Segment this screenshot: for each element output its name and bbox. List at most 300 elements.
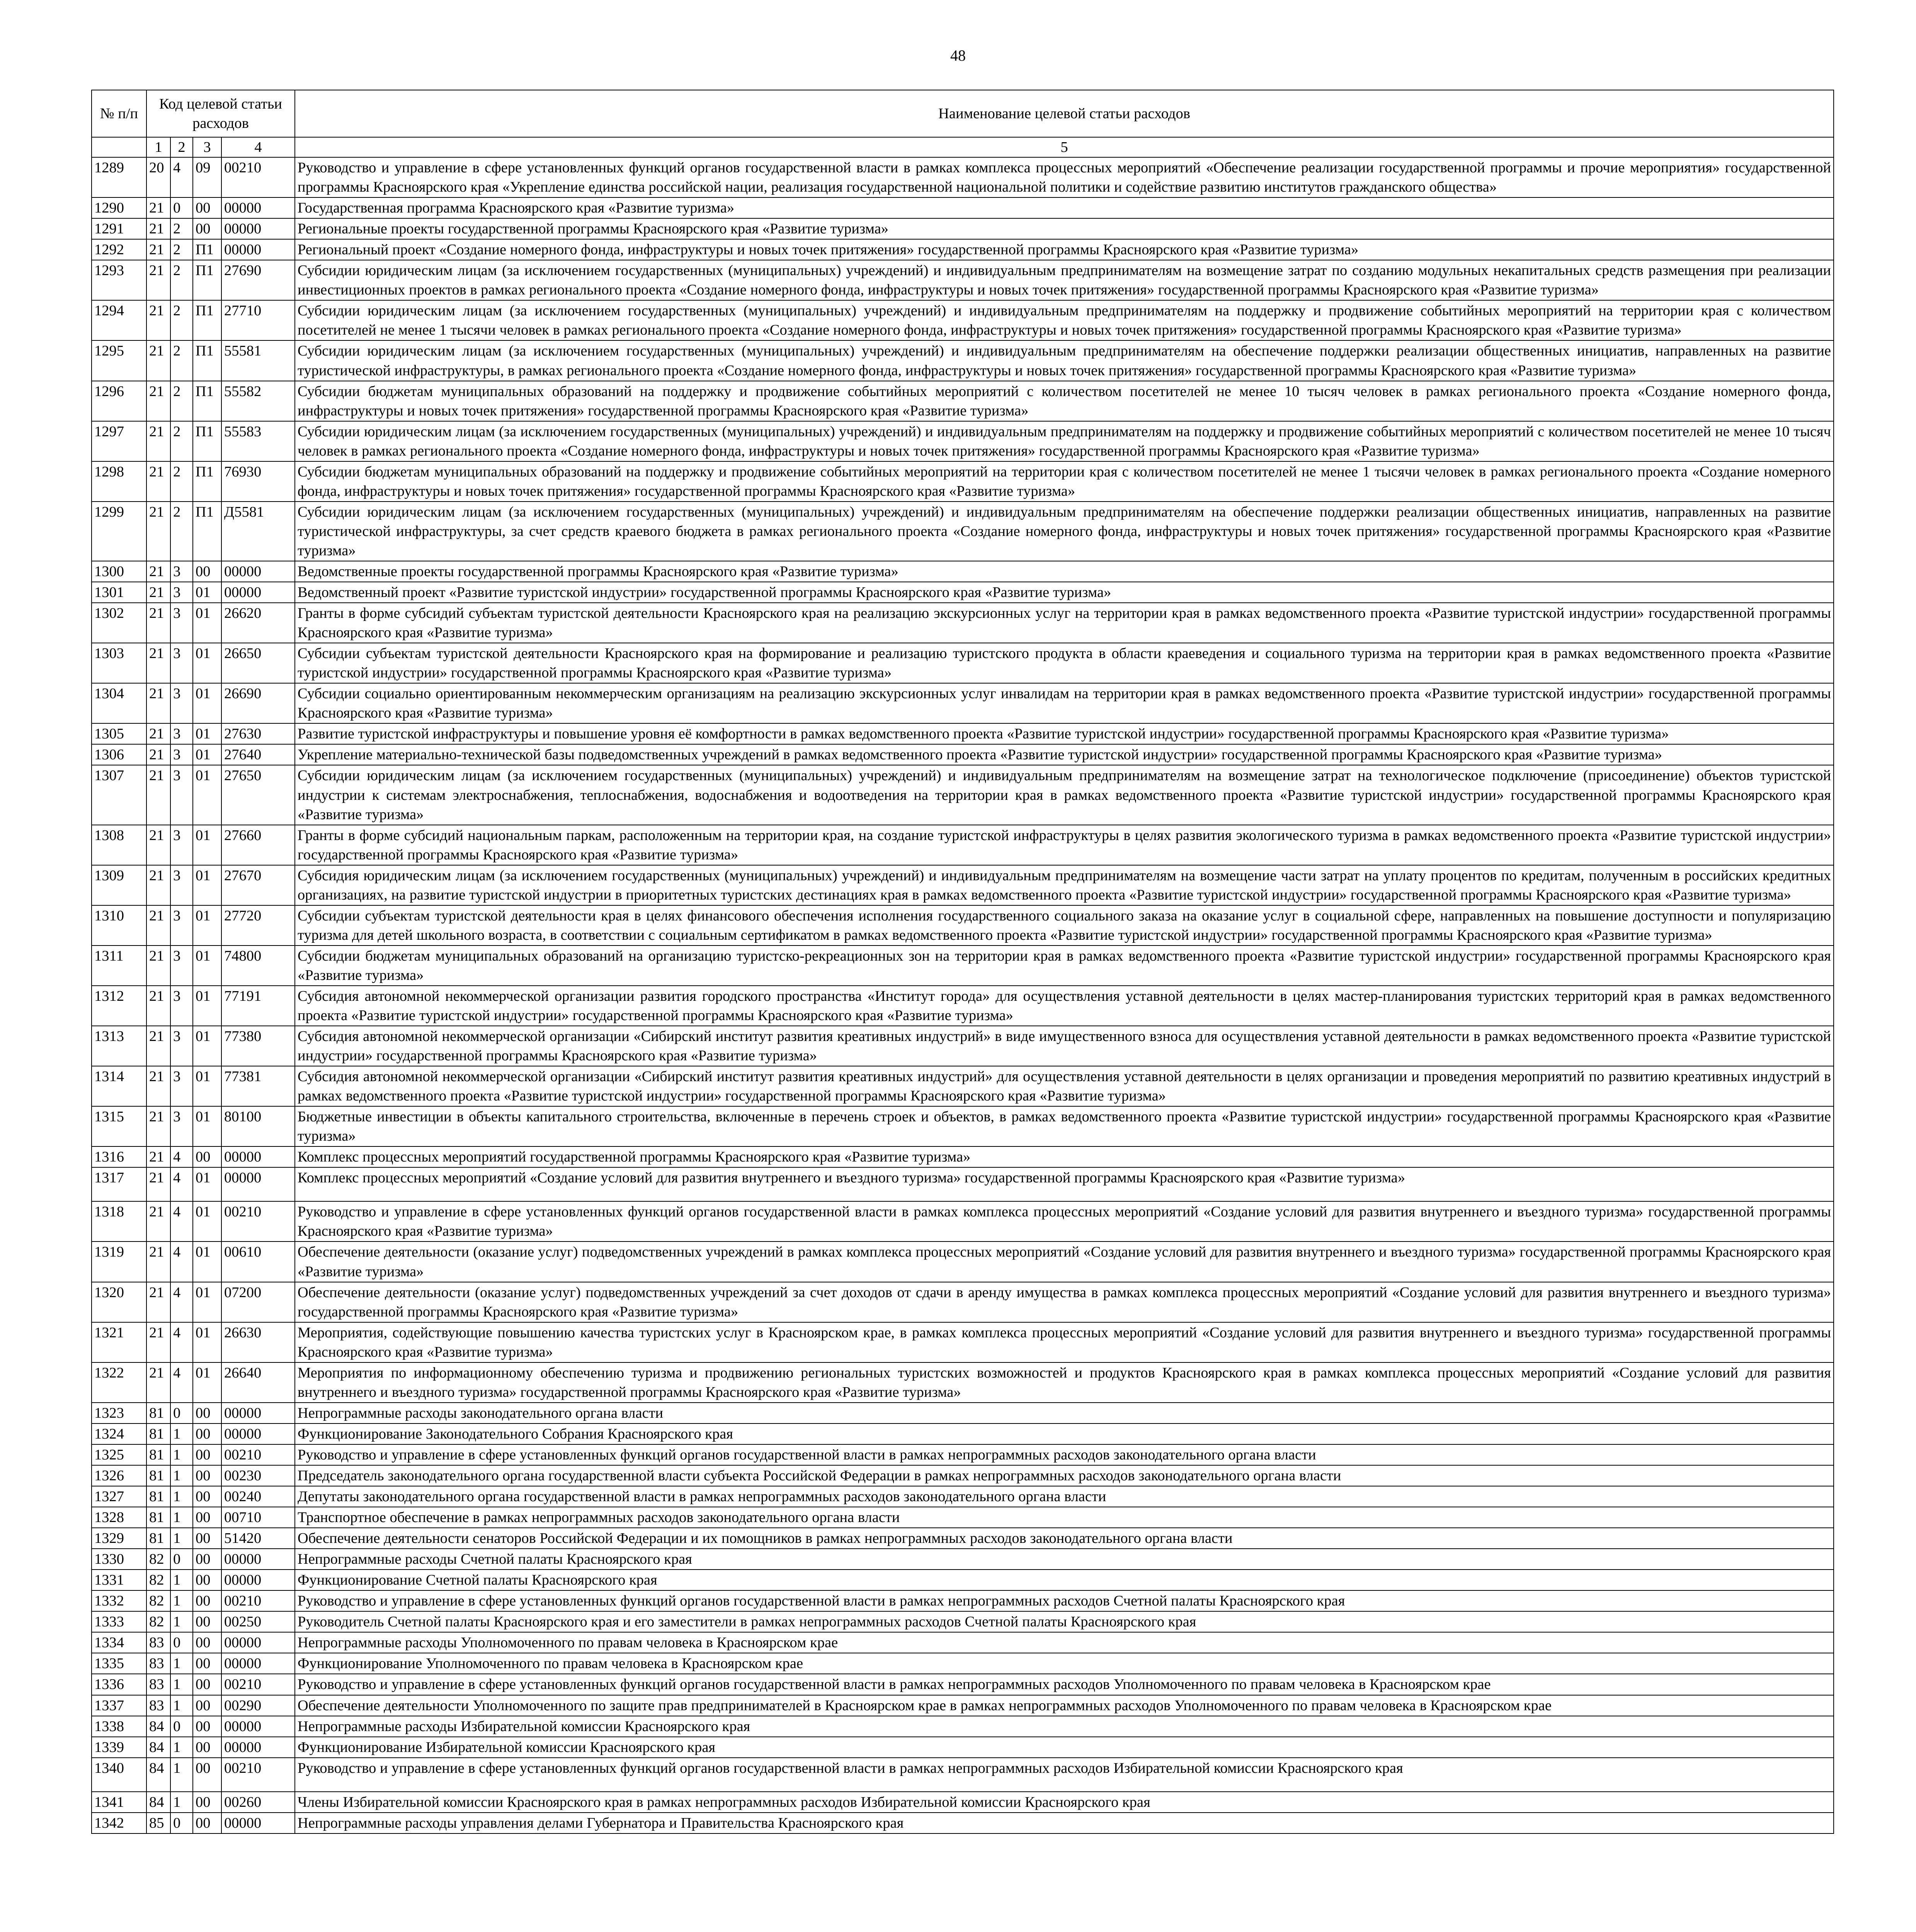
code-part-4-cell: 55581 <box>221 340 295 381</box>
table-row <box>92 1362 1834 1403</box>
code-part-1-cell: 21 <box>146 239 170 260</box>
code-part-1-cell: 21 <box>146 561 170 582</box>
code-part-4-cell: 00710 <box>221 1507 295 1528</box>
code-part-4-cell: 00210 <box>221 157 295 197</box>
code-part-4-cell: 77381 <box>221 1066 295 1106</box>
code-part-1-cell: 21 <box>146 946 170 986</box>
row-number-cell: 1314 <box>92 1066 146 1106</box>
code-part-1-cell: 21 <box>146 381 170 421</box>
row-number-cell: 1325 <box>92 1444 146 1465</box>
table-row <box>92 1167 1834 1201</box>
table-row <box>92 683 1834 723</box>
page-number: 48 <box>950 47 966 64</box>
code-part-2-cell: 1 <box>170 1590 193 1611</box>
table-row <box>92 1486 1834 1507</box>
expense-name-cell: Субсидии бюджетам муниципальных образований на поддержку и продвижение событийных мероприятий с количеством посетителей не менее 10 тысяч человек в рамках регионального проекта «Создание номерного фонда, инфраструктуры и новых точек притяжения» государственной программы Красноярского края «Развитие туризма» <box>295 381 1834 421</box>
code-part-2-cell: 3 <box>170 986 193 1026</box>
code-part-1-cell: 21 <box>146 1026 170 1066</box>
code-part-4-cell: 74800 <box>221 946 295 986</box>
header-row <box>92 90 1834 137</box>
code-part-3-cell: 00 <box>193 1486 221 1507</box>
code-part-1-cell: 84 <box>146 1716 170 1737</box>
table-row <box>92 157 1834 197</box>
expense-name-cell: Руководство и управление в сфере установленных функций органов государственной власти в рамках непрограммных расходов Избирательной комиссии Красноярского края <box>295 1758 1834 1792</box>
code-part-2-cell: 3 <box>170 744 193 765</box>
code-part-4-cell: 26650 <box>221 643 295 683</box>
code-part-4-cell: 26690 <box>221 683 295 723</box>
expense-name-cell: Субсидии субъектам туристской деятельности Красноярского края на формирование и реализацию туристского продукта в области краеведения и социального туризма на территории края в рамках ведомственного проекта «Развитие туристской индустрии» государственной программы Красноярского края «Развитие туризма» <box>295 643 1834 683</box>
code-part-1-cell: 21 <box>146 1201 170 1242</box>
expense-name-cell: Члены Избирательной комиссии Красноярского края в рамках непрограммных расходов Избирательной комиссии Красноярского края <box>295 1792 1834 1813</box>
table-row <box>92 1201 1834 1242</box>
row-number-cell: 1299 <box>92 502 146 561</box>
code-part-1-cell: 81 <box>146 1528 170 1549</box>
row-number-cell: 1317 <box>92 1167 146 1201</box>
code-part-1-cell: 82 <box>146 1549 170 1570</box>
code-part-2-cell: 3 <box>170 603 193 643</box>
row-number-cell: 1338 <box>92 1716 146 1737</box>
table-row <box>92 502 1834 561</box>
code-part-2-cell: 3 <box>170 946 193 986</box>
table-row <box>92 865 1834 905</box>
code-part-3-cell: 00 <box>193 1507 221 1528</box>
row-number-cell: 1290 <box>92 197 146 218</box>
code-part-2-cell: 4 <box>170 1146 193 1167</box>
code-part-3-cell: 01 <box>193 765 221 825</box>
code-part-4-cell: 77191 <box>221 986 295 1026</box>
row-number-cell: 1311 <box>92 946 146 986</box>
code-part-4-cell: 00000 <box>221 1737 295 1758</box>
code-part-2-cell: 2 <box>170 461 193 502</box>
code-part-4-cell: Д5581 <box>221 502 295 561</box>
column-number: 3 <box>193 137 221 157</box>
row-number-cell: 1327 <box>92 1486 146 1507</box>
code-part-2-cell: 3 <box>170 905 193 946</box>
expense-name-cell: Функционирование Счетной палаты Красноярского края <box>295 1570 1834 1590</box>
code-part-1-cell: 21 <box>146 683 170 723</box>
expense-name-cell: Субсидии субъектам туристской деятельности края в целях финансового обеспечения исполнения государственного социального заказа на оказание услуг в социальной сфере, направленных на повышение доступности и популяризацию туризма для детей школьного возраста, в соответствии с социальным сертификатом в рамках ведомственного проекта «Развитие туристской индустрии» государственной программы Красноярского края «Развитие туризма» <box>295 905 1834 946</box>
table-row <box>92 1758 1834 1792</box>
code-part-2-cell: 3 <box>170 1106 193 1146</box>
code-part-3-cell: 00 <box>193 1549 221 1570</box>
code-part-4-cell: 00230 <box>221 1465 295 1486</box>
code-part-4-cell: 27670 <box>221 865 295 905</box>
expense-name-cell: Руководство и управление в сфере установленных функций органов государственной власти в рамках непрограммных расходов законодательного органа власти <box>295 1444 1834 1465</box>
row-number-cell: 1298 <box>92 461 146 502</box>
table-row <box>92 905 1834 946</box>
code-part-3-cell: 00 <box>193 1403 221 1423</box>
code-part-4-cell: 00000 <box>221 197 295 218</box>
code-part-2-cell: 1 <box>170 1611 193 1632</box>
code-part-2-cell: 3 <box>170 865 193 905</box>
code-part-2-cell: 1 <box>170 1792 193 1813</box>
code-part-4-cell: 00210 <box>221 1444 295 1465</box>
table-row <box>92 1549 1834 1570</box>
code-part-3-cell: 00 <box>193 1611 221 1632</box>
code-part-1-cell: 21 <box>146 723 170 744</box>
code-part-1-cell: 21 <box>146 1242 170 1282</box>
table-row <box>92 986 1834 1026</box>
expense-name-cell: Комплекс процессных мероприятий «Создание условий для развития внутреннего и въездного туризма» государственной программы Красноярского края «Развитие туризма» <box>295 1167 1834 1201</box>
table-row <box>92 946 1834 986</box>
code-part-4-cell: 07200 <box>221 1282 295 1322</box>
table-row <box>92 197 1834 218</box>
expense-name-cell: Развитие туристской инфраструктуры и повышение уровня её комфортности в рамках ведомственного проекта «Развитие туристской индустрии» государственной программы Красноярского края «Развитие туризма» <box>295 723 1834 744</box>
row-number-cell: 1323 <box>92 1403 146 1423</box>
code-part-2-cell: 4 <box>170 1282 193 1322</box>
header-name: Наименование целевой статьи расходов <box>295 90 1834 137</box>
table-row <box>92 421 1834 461</box>
table-row <box>92 260 1834 300</box>
code-part-2-cell: 3 <box>170 1066 193 1106</box>
table-row <box>92 1465 1834 1486</box>
code-part-2-cell: 4 <box>170 1242 193 1282</box>
row-number-cell: 1330 <box>92 1549 146 1570</box>
row-number-cell: 1324 <box>92 1423 146 1444</box>
code-part-2-cell: 3 <box>170 683 193 723</box>
code-part-3-cell: 00 <box>193 1570 221 1590</box>
code-part-2-cell: 2 <box>170 300 193 340</box>
code-part-2-cell: 3 <box>170 561 193 582</box>
code-part-1-cell: 83 <box>146 1653 170 1674</box>
code-part-4-cell: 00000 <box>221 1167 295 1201</box>
row-number-cell: 1319 <box>92 1242 146 1282</box>
code-part-4-cell: 26620 <box>221 603 295 643</box>
code-part-2-cell: 1 <box>170 1695 193 1716</box>
code-part-3-cell: 00 <box>193 218 221 239</box>
expense-name-cell: Транспортное обеспечение в рамках непрограммных расходов законодательного органа власти <box>295 1507 1834 1528</box>
table-row <box>92 1813 1834 1833</box>
row-number-cell: 1333 <box>92 1611 146 1632</box>
expense-name-cell: Субсидии бюджетам муниципальных образований на организацию туристско-рекреационных зон на территории края в рамках ведомственного проекта «Развитие туристской индустрии» государственной программы Красноярского края «Развитие туризма» <box>295 946 1834 986</box>
code-part-3-cell: 01 <box>193 683 221 723</box>
code-part-4-cell: 00000 <box>221 239 295 260</box>
code-part-1-cell: 21 <box>146 643 170 683</box>
code-part-2-cell: 1 <box>170 1507 193 1528</box>
row-number-cell: 1320 <box>92 1282 146 1322</box>
row-number-cell: 1305 <box>92 723 146 744</box>
code-part-1-cell: 21 <box>146 218 170 239</box>
code-part-2-cell: 1 <box>170 1444 193 1465</box>
code-part-2-cell: 1 <box>170 1674 193 1695</box>
table-row <box>92 1528 1834 1549</box>
code-part-1-cell: 21 <box>146 421 170 461</box>
expense-name-cell: Гранты в форме субсидий субъектам туристской деятельности Красноярского края на реализацию экскурсионных услуг на территории края в рамках ведомственного проекта «Развитие туристской индустрии» государственной программы Красноярского края «Развитие туризма» <box>295 603 1834 643</box>
code-part-2-cell: 2 <box>170 502 193 561</box>
code-part-2-cell: 3 <box>170 582 193 603</box>
row-number-cell: 1328 <box>92 1507 146 1528</box>
header-code: Код целевой статьи расходов <box>146 90 295 137</box>
code-part-2-cell: 1 <box>170 1653 193 1674</box>
expense-name-cell: Руководство и управление в сфере установленных функций органов государственной власти в рамках непрограммных расходов Счетной палаты Красноярского края <box>295 1590 1834 1611</box>
code-part-1-cell: 21 <box>146 197 170 218</box>
expense-name-cell: Укрепление материально-технической базы подведомственных учреждений в рамках ведомственного проекта «Развитие туристской индустрии» государственной программы Красноярского края «Развитие туризма» <box>295 744 1834 765</box>
table-row <box>92 582 1834 603</box>
expense-name-cell: Субсидии юридическим лицам (за исключением государственных (муниципальных) учреждений) и индивидуальным предпринимателям на обеспечение поддержки реализации общественных инициатив, направленных на развитие туристической инфраструктуры, в рамках регионального проекта «Создание номерного фонда, инфраструктуры и новых точек притяжения» государственной программы Красноярского края «Развитие туризма» <box>295 340 1834 381</box>
code-part-1-cell: 21 <box>146 1146 170 1167</box>
code-part-4-cell: 00210 <box>221 1201 295 1242</box>
code-part-3-cell: 01 <box>193 946 221 986</box>
code-part-1-cell: 82 <box>146 1611 170 1632</box>
expense-name-cell: Субсидия автономной некоммерческой организации «Сибирский институт развития креативных индустрий» для осуществления уставной деятельности в целях организации и проведения мероприятий по развитию креативных индустрий в рамках ведомственного проекта «Развитие туристской индустрии» государственной программы Красноярского края «Развитие туризма» <box>295 1066 1834 1106</box>
expense-name-cell: Субсидии юридическим лицам (за исключением государственных (муниципальных) учреждений) и индивидуальным предпринимателям на возмещение затрат на технологическое подключение (присоединение) объектов туристской индустрии к системам электроснабжения, теплоснабжения, водоснабжения и водоотведения на территории края в рамках ведомственного проекта «Развитие туристской индустрии» государственной программы Красноярского края «Развитие туризма» <box>295 765 1834 825</box>
code-part-3-cell: 00 <box>193 1146 221 1167</box>
code-part-2-cell: 3 <box>170 643 193 683</box>
row-number-cell: 1342 <box>92 1813 146 1833</box>
row-number-cell: 1292 <box>92 239 146 260</box>
row-number-cell: 1308 <box>92 825 146 865</box>
code-part-3-cell: 01 <box>193 1322 221 1362</box>
expense-name-cell: Руководство и управление в сфере установленных функций органов государственной власти в рамках комплекса процессных мероприятий «Обеспечение реализации государственной программы и прочие мероприятия» государственной программы Красноярского края «Укрепление единства российской нации, реализация государственной национальной политики и содействие развитию институтов гражданского общества» <box>295 157 1834 197</box>
code-part-3-cell: 01 <box>193 1362 221 1403</box>
code-part-3-cell: П1 <box>193 421 221 461</box>
expense-name-cell: Непрограммные расходы Уполномоченного по правам человека в Красноярском крае <box>295 1632 1834 1653</box>
code-part-4-cell: 00000 <box>221 582 295 603</box>
code-part-2-cell: 1 <box>170 1486 193 1507</box>
table-row <box>92 1444 1834 1465</box>
code-part-4-cell: 00210 <box>221 1758 295 1792</box>
expense-name-cell: Региональный проект «Создание номерного фонда, инфраструктуры и новых точек притяжения» государственной программы Красноярского края «Развитие туризма» <box>295 239 1834 260</box>
code-part-1-cell: 21 <box>146 260 170 300</box>
table-row <box>92 239 1834 260</box>
code-part-3-cell: 01 <box>193 986 221 1026</box>
row-number-cell: 1300 <box>92 561 146 582</box>
code-part-3-cell: 01 <box>193 1242 221 1282</box>
code-part-1-cell: 83 <box>146 1674 170 1695</box>
code-part-4-cell: 00000 <box>221 1423 295 1444</box>
row-number-cell: 1332 <box>92 1590 146 1611</box>
table-row <box>92 1632 1834 1653</box>
code-part-2-cell: 1 <box>170 1465 193 1486</box>
code-part-4-cell: 51420 <box>221 1528 295 1549</box>
row-number-cell: 1294 <box>92 300 146 340</box>
code-part-4-cell: 77380 <box>221 1026 295 1066</box>
code-part-1-cell: 81 <box>146 1444 170 1465</box>
code-part-2-cell: 4 <box>170 157 193 197</box>
table-row <box>92 1282 1834 1322</box>
code-part-4-cell: 27720 <box>221 905 295 946</box>
table-row <box>92 1507 1834 1528</box>
code-part-3-cell: 00 <box>193 1632 221 1653</box>
code-part-1-cell: 21 <box>146 1322 170 1362</box>
code-part-1-cell: 21 <box>146 744 170 765</box>
code-part-3-cell: 01 <box>193 825 221 865</box>
code-part-4-cell: 00000 <box>221 1549 295 1570</box>
expense-name-cell: Непрограммные расходы законодательного органа власти <box>295 1403 1834 1423</box>
code-part-3-cell: П1 <box>193 300 221 340</box>
expense-name-cell: Ведомственные проекты государственной программы Красноярского края «Развитие туризма» <box>295 561 1834 582</box>
code-part-1-cell: 21 <box>146 1282 170 1322</box>
row-number-cell: 1337 <box>92 1695 146 1716</box>
table-row <box>92 603 1834 643</box>
table-row <box>92 561 1834 582</box>
code-part-4-cell: 27640 <box>221 744 295 765</box>
table-row <box>92 765 1834 825</box>
table-row <box>92 1423 1834 1444</box>
expense-name-cell: Обеспечение деятельности сенаторов Российской Федерации и их помощников в рамках непрограммных расходов законодательного органа власти <box>295 1528 1834 1549</box>
row-number-cell: 1336 <box>92 1674 146 1695</box>
table-row <box>92 1403 1834 1423</box>
expense-name-cell: Непрограммные расходы Избирательной комиссии Красноярского края <box>295 1716 1834 1737</box>
code-part-4-cell: 27660 <box>221 825 295 865</box>
code-part-2-cell: 0 <box>170 1403 193 1423</box>
code-part-4-cell: 55582 <box>221 381 295 421</box>
table-row <box>92 1611 1834 1632</box>
code-part-4-cell: 00210 <box>221 1674 295 1695</box>
expense-name-cell: Руководство и управление в сфере установленных функций органов государственной власти в рамках непрограммных расходов Уполномоченного по правам человека в Красноярском крае <box>295 1674 1834 1695</box>
code-part-2-cell: 3 <box>170 723 193 744</box>
code-part-3-cell: 00 <box>193 1674 221 1695</box>
code-part-1-cell: 21 <box>146 1106 170 1146</box>
row-number-cell: 1293 <box>92 260 146 300</box>
code-part-3-cell: 01 <box>193 582 221 603</box>
code-part-3-cell: П1 <box>193 461 221 502</box>
code-part-2-cell: 3 <box>170 765 193 825</box>
code-part-2-cell: 2 <box>170 260 193 300</box>
code-part-3-cell: 01 <box>193 1106 221 1146</box>
code-part-3-cell: 00 <box>193 1792 221 1813</box>
code-part-2-cell: 4 <box>170 1167 193 1201</box>
code-part-4-cell: 00610 <box>221 1242 295 1282</box>
code-part-3-cell: 01 <box>193 643 221 683</box>
code-part-3-cell: 00 <box>193 1528 221 1549</box>
expense-name-cell: Субсидии юридическим лицам (за исключением государственных (муниципальных) учреждений) и индивидуальным предпринимателям на поддержку и продвижение событийных мероприятий на территории края с количеством посетителей не менее 1 тысячи человек в рамках регионального проекта «Создание номерного фонда, инфраструктуры и новых точек притяжения» государственной программы Красноярского края «Развитие туризма» <box>295 300 1834 340</box>
expense-name-cell: Ведомственный проект «Развитие туристской индустрии» государственной программы Красноярского края «Развитие туризма» <box>295 582 1834 603</box>
code-part-4-cell: 00290 <box>221 1695 295 1716</box>
row-number-cell: 1322 <box>92 1362 146 1403</box>
column-numbers-row <box>92 137 1834 157</box>
row-number-cell: 1297 <box>92 421 146 461</box>
code-part-2-cell: 2 <box>170 239 193 260</box>
row-number-cell: 1289 <box>92 157 146 197</box>
table-row <box>92 1570 1834 1590</box>
table-row <box>92 340 1834 381</box>
code-part-3-cell: 00 <box>193 1716 221 1737</box>
code-part-4-cell: 00250 <box>221 1611 295 1632</box>
row-number-cell: 1334 <box>92 1632 146 1653</box>
code-part-2-cell: 4 <box>170 1362 193 1403</box>
code-part-2-cell: 3 <box>170 1026 193 1066</box>
expense-name-cell: Депутаты законодательного органа государственной власти в рамках непрограммных расходов законодательного органа власти <box>295 1486 1834 1507</box>
code-part-3-cell: П1 <box>193 260 221 300</box>
table-row <box>92 825 1834 865</box>
code-part-1-cell: 21 <box>146 905 170 946</box>
code-part-2-cell: 4 <box>170 1201 193 1242</box>
row-number-cell: 1309 <box>92 865 146 905</box>
code-part-3-cell: П1 <box>193 340 221 381</box>
code-part-1-cell: 82 <box>146 1590 170 1611</box>
code-part-1-cell: 82 <box>146 1570 170 1590</box>
row-number-cell: 1310 <box>92 905 146 946</box>
table-row <box>92 1737 1834 1758</box>
code-part-1-cell: 81 <box>146 1403 170 1423</box>
code-part-2-cell: 1 <box>170 1737 193 1758</box>
table-row <box>92 1792 1834 1813</box>
code-part-4-cell: 00000 <box>221 1570 295 1590</box>
table-row <box>92 744 1834 765</box>
expense-name-cell: Комплекс процессных мероприятий государственной программы Красноярского края «Развитие туризма» <box>295 1146 1834 1167</box>
code-part-2-cell: 4 <box>170 1322 193 1362</box>
expense-name-cell: Мероприятия по информационному обеспечению туризма и продвижению региональных туристских возможностей и продуктов Красноярского края в рамках комплекса процессных мероприятий «Создание условий для развития внутреннего и въездного туризма» государственной программы Красноярского края «Развитие туризма» <box>295 1362 1834 1403</box>
code-part-3-cell: 01 <box>193 1201 221 1242</box>
code-part-4-cell: 27630 <box>221 723 295 744</box>
code-part-4-cell: 00240 <box>221 1486 295 1507</box>
code-part-2-cell: 2 <box>170 381 193 421</box>
code-part-1-cell: 21 <box>146 1167 170 1201</box>
code-part-4-cell: 55583 <box>221 421 295 461</box>
table-row <box>92 1146 1834 1167</box>
column-number: 2 <box>170 137 193 157</box>
code-part-4-cell: 26640 <box>221 1362 295 1403</box>
row-number-cell: 1318 <box>92 1201 146 1242</box>
code-part-1-cell: 21 <box>146 765 170 825</box>
expense-name-cell: Руководитель Счетной палаты Красноярского края и его заместители в рамках непрограммных расходов Счетной палаты Красноярского края <box>295 1611 1834 1632</box>
expense-name-cell: Субсидии юридическим лицам (за исключением государственных (муниципальных) учреждений) и индивидуальным предпринимателям на поддержку и продвижение событийных мероприятий с количеством посетителей не менее 10 тысяч человек в рамках регионального проекта «Создание номерного фонда, инфраструктуры и новых точек притяжения» государственной программы Красноярского края «Развитие туризма» <box>295 421 1834 461</box>
table-row <box>92 461 1834 502</box>
code-part-4-cell: 00000 <box>221 561 295 582</box>
row-number-cell: 1340 <box>92 1758 146 1792</box>
expense-name-cell: Мероприятия, содействующие повышению качества туристских услуг в Красноярском крае, в рамках комплекса процессных мероприятий «Создание условий для развития внутреннего и въездного туризма» государственной программы Красноярского края «Развитие туризма» <box>295 1322 1834 1362</box>
code-part-4-cell: 00000 <box>221 1146 295 1167</box>
budget-classification-table <box>91 90 1834 1834</box>
code-part-2-cell: 0 <box>170 197 193 218</box>
row-number-cell: 1296 <box>92 381 146 421</box>
code-part-4-cell: 80100 <box>221 1106 295 1146</box>
code-part-1-cell: 20 <box>146 157 170 197</box>
code-part-3-cell: 01 <box>193 865 221 905</box>
table-row <box>92 1716 1834 1737</box>
table-row <box>92 643 1834 683</box>
code-part-3-cell: 00 <box>193 1653 221 1674</box>
code-part-2-cell: 1 <box>170 1528 193 1549</box>
code-part-4-cell: 00000 <box>221 1632 295 1653</box>
code-part-1-cell: 21 <box>146 340 170 381</box>
column-number: 4 <box>221 137 295 157</box>
code-part-1-cell: 81 <box>146 1465 170 1486</box>
row-number-cell: 1339 <box>92 1737 146 1758</box>
code-part-2-cell: 1 <box>170 1570 193 1590</box>
column-number: 5 <box>295 137 1834 157</box>
code-part-3-cell: 00 <box>193 197 221 218</box>
code-part-1-cell: 81 <box>146 1423 170 1444</box>
expense-name-cell: Обеспечение деятельности (оказание услуг) подведомственных учреждений в рамках комплекса процессных мероприятий «Создание условий для развития внутреннего и въездного туризма» государственной программы Красноярского края «Развитие туризма» <box>295 1242 1834 1282</box>
code-part-3-cell: 00 <box>193 1758 221 1792</box>
code-part-3-cell: 00 <box>193 1444 221 1465</box>
table-row <box>92 1066 1834 1106</box>
table-row <box>92 723 1834 744</box>
row-number-cell: 1312 <box>92 986 146 1026</box>
code-part-1-cell: 21 <box>146 1362 170 1403</box>
row-number-cell: 1304 <box>92 683 146 723</box>
table-row <box>92 1322 1834 1362</box>
code-part-1-cell: 84 <box>146 1792 170 1813</box>
row-number-cell: 1316 <box>92 1146 146 1167</box>
row-number-cell: 1295 <box>92 340 146 381</box>
code-part-4-cell: 76930 <box>221 461 295 502</box>
code-part-2-cell: 2 <box>170 218 193 239</box>
row-number-cell: 1341 <box>92 1792 146 1813</box>
row-number-cell: 1302 <box>92 603 146 643</box>
expense-name-cell: Функционирование Законодательного Собрания Красноярского края <box>295 1423 1834 1444</box>
row-number-cell: 1315 <box>92 1106 146 1146</box>
code-part-2-cell: 3 <box>170 825 193 865</box>
row-number-cell: 1307 <box>92 765 146 825</box>
table-row <box>92 1026 1834 1066</box>
code-part-3-cell: 01 <box>193 723 221 744</box>
expense-name-cell: Субсидии юридическим лицам (за исключением государственных (муниципальных) учреждений) и индивидуальным предпринимателям на возмещение затрат по созданию модульных некапитальных средств размещения при реализации инвестиционных проектов в рамках регионального проекта «Создание номерного фонда, инфраструктуры и новых точек притяжения» государственной программы Красноярского края «Развитие туризма» <box>295 260 1834 300</box>
code-part-1-cell: 84 <box>146 1758 170 1792</box>
code-part-3-cell: 01 <box>193 603 221 643</box>
